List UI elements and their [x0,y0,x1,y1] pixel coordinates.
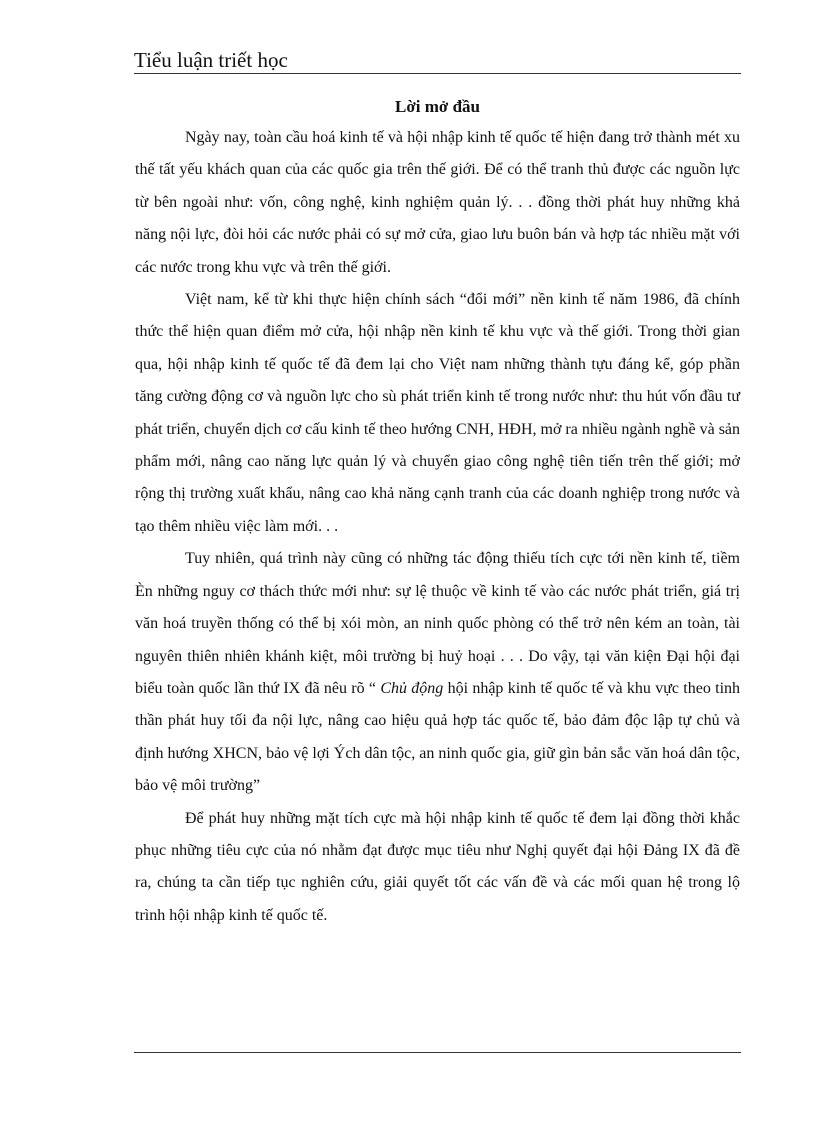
quote-emphasis: Chủ động [380,679,444,697]
paragraph-4: Để phát huy những mặt tích cực mà hội nhập kinh tế quốc tế đem lại đồng thời khắc phục những tiêu cực của nó nhằm đạt được mục tiêu như Nghị quyết đại hội Đảng IX đã đề ra, chúng ta cần tiếp tục nghiên cứu, giải quyết tốt các vấn đề và các mối quan hệ trong lộ trình hội nhập kinh tế quốc tế. [135,809,740,924]
document-body [135,91,740,932]
header-rule [134,73,741,74]
paragraph-1: Ngày nay, toàn cầu hoá kinh tế và hội nhập kinh tế quốc tế hiện đang trở thành mét xu thế tất yếu khách quan của các quốc gia trên thế giới. Để có thể tranh thủ được các nguồn lực từ bên ngoài như: vốn, công nghệ, kinh nghiệm quản lý. . . đồng thời phát huy những khả năng nội lực, đòi hỏi các nước phải có sự mở cửa, giao lưu buôn bán và hợp tác nhiều mặt với các nước trong khu vực và trên thế giới. [135,129,740,276]
footer-rule [134,1052,741,1053]
paragraph-2: Việt nam, kể từ khi thực hiện chính sách “đổi mới” nền kinh tế năm 1986, đã chính thức thể hiện quan điểm mở cửa, hội nhập nền kinh tế khu vực và thế giới. Trong thời gian qua, hội nhập kinh tế quốc tế đã đem lại cho Việt nam những thành tựu đáng kể, góp phần tăng cường động cơ và nguồn lực cho sù phát triển kinh tế trong nước như: thu hút vốn đầu tư phát triển, chuyển dịch cơ cấu kinh tế theo hướng CNH, HĐH, mở ra nhiều ngành nghề và sản phẩm mới, nâng cao năng lực quản lý và chuyển giao công nghệ tiên tiến trên thế giới; mở rộng thị trường xuất khẩu, nâng cao khả năng cạnh tranh của các doanh nghiệp trong nước và tạo thêm nhiều việc làm mới. . . [135,291,741,535]
paragraph-3-quote-body: hội nhập kinh tế quốc tế và khu vực theo tinh thần phát huy tối đa nội lực, nâng cao hiệu quả hợp tác quốc tế, bảo đảm độc lập tự chủ và định hướng XHCN, bảo vệ lợi Ých dân tộc, an ninh quốc gia, giữ gìn bản sắc văn hoá dân tộc, bảo vệ môi trường” [135,679,741,795]
paragraph-3 [135,543,740,802]
document-heading: Lời mở đầu [395,97,480,116]
paragraph-3-lead: Tuy nhiên, quá trình này cũng có những tác động thiếu tích cực tới nền kinh tế, tiềm Èn những nguy cơ thách thức mới như: sự lệ thuộc về kinh tế vào các nước phát triển, giá trị văn hoá truyền thống có thể bị xói mòn, an ninh quốc phòng có thể trở nên kém an toàn, tài nguyên thiên nhiên khánh kiệt, môi trường bị huỷ hoại . . . Do vậy, tại văn kiện Đại hội đại biểu toàn quốc lần thứ IX đã nêu rõ “ [135,550,740,697]
running-header: Tiểu luận triết học [134,48,288,72]
